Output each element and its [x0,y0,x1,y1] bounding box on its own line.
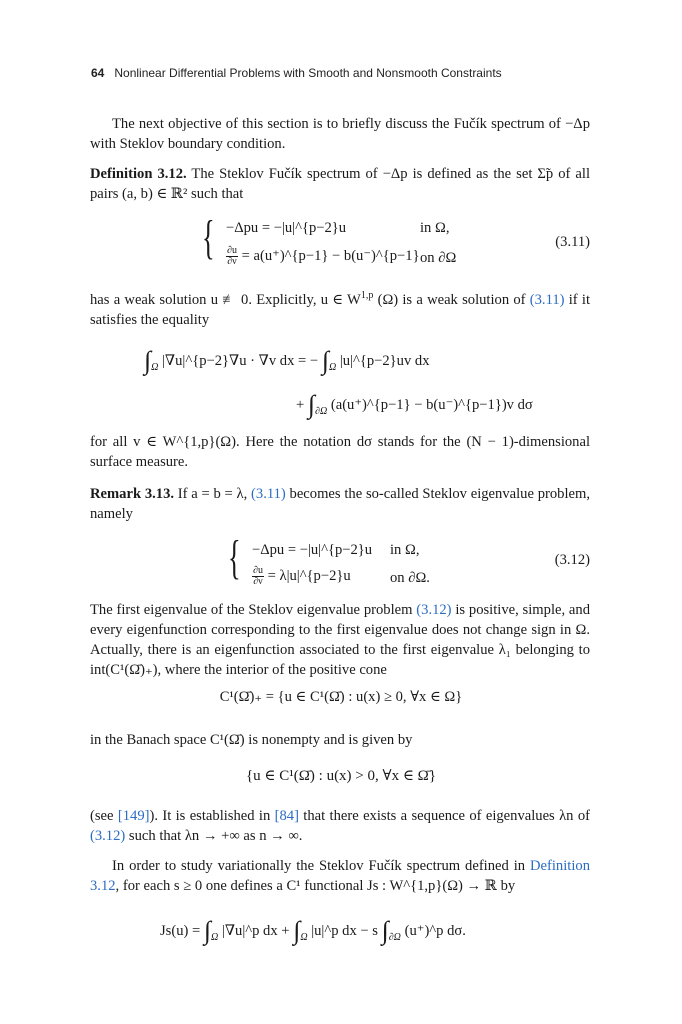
eq312-line2-rhs: = λ|u|^{p−2}u [267,567,351,584]
integral-sign: ∫ [293,916,301,945]
js-term-1: |∇u|^p dx + [221,923,290,939]
integral-sign: ∫ [381,916,389,945]
surface-measure-paragraph: for all v ∈ W^{1,p}(Ω). Here the notation dσ stands for the (N − 1)-dimensional surface measure. [90,434,590,470]
weak-eq-boundary-term: (a(u⁺)^{p−1} − b(u⁻)^{p−1})v dσ [330,397,533,413]
positive-cone-equation: C¹(Ω̄)₊ = {u ∈ C¹(Ω̄) : u(x) ≥ 0, ∀x ∈ Ω} [219,689,463,705]
remark-text-b: becomes the so-called Steklov eigenvalue problem, namely [90,486,590,522]
weak-eq-lhs: |∇u|^{p−2}∇u · ∇v dx = − [162,353,319,369]
p6-text-d: such that λn → +∞ as n → ∞. [125,828,303,844]
eq311-line2-rhs: = a(u⁺)^{p−1} − b(u⁻)^{p−1} [241,247,420,264]
eq311-line2-condition: on ∂Ω [420,250,457,266]
ref-84[interactable]: [84] [274,808,299,824]
p6-text-b: ). It is established in [149,808,275,824]
running-header [91,66,502,80]
equation-number-3-11: (3.11) [555,234,590,250]
banach-space-paragraph: in the Banach space C¹(Ω̄) is nonempty and is given by [90,732,413,748]
integral-sign: ∫ [321,346,329,375]
remark-3-13 [90,484,590,524]
p2-text-a: has a weak solution u ≢ 0. Explicitly, u ∈ W [90,291,361,308]
definition-text: The Steklov Fučík spectrum of −Δp is defined as the set Σ̃p of all pairs (a, b) ∈ ℝ² such that [90,166,590,202]
integral-sign: ∫ [144,346,152,375]
remark-text-a: If a = b = λ, [177,486,252,502]
integral-sign: ∫ [307,390,316,419]
page-number: 64 [91,66,105,80]
eq312-line2-condition: on ∂Ω. [390,570,430,586]
eq311-line1: −Δpu = −|u|^{p−2}u [226,220,347,236]
definition-3-12 [90,164,590,204]
p6-text-a: (see [90,808,118,824]
p4-text-b: is positive, simple, and every eigenfunction corresponding to the first eigenvalue does not change sign in Ω. Actually, there is an eigenfunction associated to the first eigenvalue λ₁ belonging to int(C¹(Ω̄)₊), where the interior of the positive cone [90,602,590,678]
left-brace: { [228,531,241,584]
left-brace: { [202,211,215,264]
js-term-3: (u⁺)^p dσ. [404,923,466,939]
ref-eq-3-12[interactable]: (3.12) [90,828,126,844]
integral-sign: ∫ [203,916,212,945]
ref-eq-3-11[interactable]: (3.11) [251,486,286,502]
p2-text-b: (Ω) is a weak solution of [377,291,530,308]
ref-eq-3-12[interactable]: (3.12) [416,602,452,618]
eq312-line1: −Δpu = −|u|^{p−2}u [252,542,373,558]
eq312-line1-condition: in Ω, [390,542,420,558]
p7-text-b: , for each s ≥ 0 one defines a C¹ functional Js : W^{1,p}(Ω) → ℝ by [115,878,516,894]
p7-text-a: In order to study variationally the Steklov Fučík spectrum defined in [112,858,530,874]
definition-label: Definition 3.12. [90,166,187,182]
first-eigenvalue-paragraph [90,600,590,680]
sobolev-superscript: 1,p [360,290,374,301]
weak-eq-line1: $\int_\Omega$ |∇u|^{p−2}∇u · ∇v dx = − $\int_\Omega$ |u|^{p−2}uv dx [144,346,430,375]
weak-eq-rhs: |u|^{p−2}uv dx [339,353,430,369]
p4-text-a: The first eigenvalue of the Steklov eigenvalue problem [90,602,417,618]
normal-derivative-fraction: $\frac{\partial u}{\partial\nu}$ [227,245,237,267]
eq312-line2 [252,566,351,587]
equation-number-3-12: (3.12) [554,552,590,568]
running-title: Nonlinear Differential Problems with Smooth and Nonsmooth Constraints [114,66,502,80]
eq311-line2 [226,246,420,267]
js-term-2: |u|^p dx − s [311,923,378,939]
p2-text-c: if it satisfies the equality [90,291,590,328]
functional-paragraph [90,856,590,896]
weak-solution-paragraph [90,286,590,330]
eq311-line1-condition: in Ω, [420,220,450,236]
p6-text-c: that there exists a sequence of eigenvalues λn of [298,808,590,824]
remark-label: Remark 3.13. [90,486,175,502]
functional-js-equation: $Js(u) = \int_\Omega$ |∇u|^p dx + $\int_\Omega$ |u|^p dx − s $\int_{\partial\Omega}$ (u⁺)^p dσ. [160,916,466,945]
normal-derivative-fraction: $\frac{\partial u}{\partial\nu}$ [253,565,263,587]
ref-definition-3-12[interactable]: Definition 3.12 [90,858,590,894]
js-lhs: Js(u) = [160,923,201,939]
interior-cone-equation: {u ∈ C¹(Ω̄) : u(x) > 0, ∀x ∈ Ω̄} [245,768,437,784]
eigenvalue-sequence-paragraph [90,806,590,846]
weak-eq-line2: + $\int_{\partial\Omega}$ (a(u⁺)^{p−1} − b(u⁻)^{p−1})v dσ [296,390,533,419]
ref-eq-3-11[interactable]: (3.11) [529,291,565,308]
ref-149[interactable]: [149] [117,808,150,824]
intro-paragraph: The next objective of this section is to briefly discuss the Fučík spectrum of −Δp with Steklov boundary condition. [90,116,590,152]
